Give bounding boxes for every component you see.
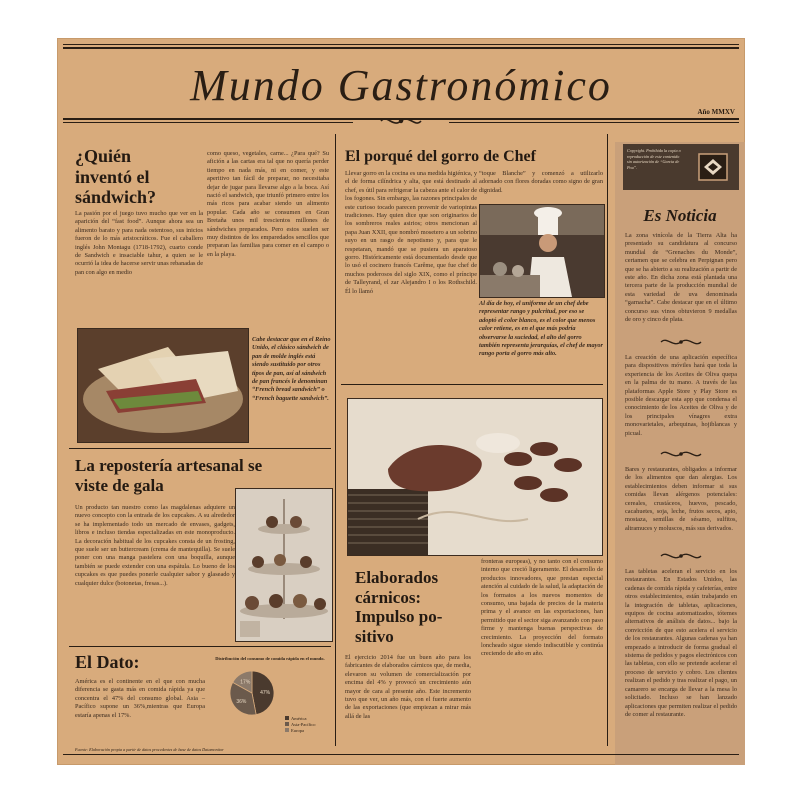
masthead-bottom-rule-left — [63, 122, 353, 123]
legend-label: Asia-Pacífico — [291, 722, 316, 727]
sidebar-ornament-1 — [659, 336, 703, 348]
column-divider-2 — [607, 134, 608, 746]
dato-title: El Dato: — [75, 652, 140, 672]
top-rule — [63, 44, 739, 45]
carnicos-body-col1: El ejercicio 2014 fue un buen año para los fabricantes de elaborados cárnicos que, de media, elevaron su volumen de comercialización por encima del 4% y provocó un crecimiento aún mayor de cara al presente año. Este incremento tuvo que ver, un año más, con el fuerte aumento de las exportaciones (que empiezan a mirar más allá de las — [345, 654, 471, 720]
sidebar-p1: La zona vinícola de la Tierra Alta ha presentado su candidatura al concurso mundial de “Grenaches du Monde”, certamen que se celebra en Perpignan pero que se ha abierto a su realización a partir de este año. En dicha zona está plantada una tercera parte de la producción mundial de esta variedad de uva denominada “garnacha”. Cabe destacar que en el último concurso sus vinos obtuvieron 9 medallas de oro y cinco de plata. — [625, 232, 737, 324]
masthead-title: Mundo Gastronómico — [190, 61, 612, 110]
section-rule-sandwich — [69, 448, 331, 449]
chef-photo — [479, 204, 605, 298]
legend-item-europa — [285, 728, 316, 734]
copyright-logo-icon — [695, 150, 731, 184]
copyright-badge — [623, 144, 739, 190]
pie-label-asia-pacífico: 36% — [236, 698, 247, 705]
pie-label-américa: 47% — [260, 689, 271, 696]
sandwich-title: ¿Quién inventó el sándwich? — [75, 146, 157, 208]
masthead-bottom-rule-right — [449, 122, 739, 123]
masthead-ornament — [379, 114, 423, 128]
section-rule-reposteria — [69, 646, 331, 647]
pie-label-europa: 17% — [240, 679, 251, 686]
sidebar-title: Es Noticia — [643, 206, 717, 225]
sidebar-p4: Las tabletas aceleran el servicio en los restaurantes. En Estados Unidos, las cadenas de comida rápida y cafeterías, entre otros establecimientos, están trabajando en la integración de tabletas, aplicaciones, equipos de cocina automatizados, tótemes alternativos de análisis de datos... bajo la convicción de que esto acelera el servicio de los restaurantes. Algunas cadenas ya han empezado a introducir de forma gradual el sistema de pedidos y pagos electrónicos con las tabletas, con ello se pretende acelerar el proceso de servicio y cobro. Los clientes realizan el pedido y tras realizar el pago, un camarero se encarga de llevar a la mesa lo solicitado. Incluso se han lanzado aplicaciones que permiten realizar el pedido de comer al restaurante. — [625, 568, 737, 718]
section-rule-chef — [341, 384, 603, 385]
reposteria-title: La repostería artesanal se viste de gala — [75, 456, 263, 495]
bottom-rule — [63, 754, 739, 755]
pie-svg — [207, 661, 333, 721]
chef-body-col2: “toque Blanche” y comenzó a utilizarlo adornado con flores doradas como signo de gran dignidad. — [479, 170, 603, 194]
sidebar-p2: La creación de una aplicación específica para dispositivos móviles hará que toda la experiencia de los Aceites de Oliva quepa en la palma de tu mano. A través de las plataformas Apple Store y Play Store es posible descargar esta app que condensa el conocimiento de los Aceites de Oliva y de los principales vínagres extra monovarietales, arbequinas, hojiblancas y picual. — [625, 354, 737, 437]
top-rule-thick — [63, 47, 739, 49]
dato-body: América es el continente en el que con mucha diferencia se gasta más en comida rápida ya que concentra el 47% del consumo global. Asia – Pacífico supone un 36%,mientras que Europa estaría apenas el 17%. — [75, 678, 205, 719]
legend-swatch — [285, 728, 289, 732]
copyright-text: Copyright. Prohibida la copia o reproducción de este contenido sin autorización de “Garcia de Pou”. — [627, 148, 681, 170]
masthead-year: Año MMXV — [697, 108, 735, 116]
pie-legend — [285, 716, 316, 734]
legend-label: América — [291, 716, 307, 721]
sandwich-body-col2: como queso, vegetales, carne... ¿Para qué? Su afición a las cartas era tal que no quería perder tiempo en nada más, ni en comer, y este aperitivo tan fácil de preparar, no necesitaba dejar de jugar para llevarse algo a la boca. Así nació el sandwich, que triunfó primero entre los más ricos para acabar siendo un alimento popular. Cada año se consumen en Gran Bretaña unos mil trescientos millones de sándwiches preparados. Pero estos suelen ser muy distintos de los emparedados sencillos que preparan las familias para comer en el campo o en la playa. — [207, 150, 329, 258]
reposteria-body: Un producto tan nuestro como las magdalenas adquiere un nuevo concepto con la entrada de los cupcakes. A su alrededor se ha implementado todo un mercado de envases, gadgets, libros e incluso tiendas especializadas en este monoproducto. La decoración habitual de los cupcakes consta de un frosting, que suele ser un buttercream (crema de mantequilla). Se suele poner con una manga pastelera con una boquilla, aunque también se puede extender con una espátula. Lo bueno de los cupcakes es que puedes ponerle cualquier sabor y glaseado y cualquier dulce (botonetas, fresas...). — [75, 504, 235, 587]
legend-swatch — [285, 716, 289, 720]
carnicos-title: Elaborados cárnicos: Impulso po- sitivo — [355, 568, 443, 646]
dato-source: Fuente: Elaboración propia a partir de datos procedentes de base de datos Datamonitor — [75, 747, 224, 752]
sandwich-photo — [77, 328, 249, 443]
carnicos-body-col2: fronteras europeas), y no tanto con el consumo interno que creció ligeramente. El desarrollo de productos innovadores, que prestan especial atención al cuidado de la salud, la adaptación de los formatos a los nuevos momentos de consumo, una bajada de precios de la materia prima y el avance en las exportaciones, han permitido que el sector siga avanzando con paso firme y mantenga buenas perspectivas de crecimiento. La proyección del formato loncheado sigue siendo indiscutible y continúa creciendo de año en año. — [481, 558, 603, 658]
chef-caption: Al día de hoy, el uniforme de un chef debe representar rango y pulcritud, por eso se adoptó el color blanco, es el color que menos calor retiene, es en el que más podría observarse la suciedad, el alto del gorro también representa jerarquías, el chef de mayor rango porta el gorro más alto. — [479, 300, 604, 358]
chef-body-col1: Llevar gorro en la cocina es una medida higiénica, y el de forma cilíndrica y alta, que está destinado al chef, es útil para refrigerar la cabeza ante el calor de los fogones. Sin embargo, las razones principales de este curioso tocado parecen provenir de variopintas tradiciones. Hay quien dice que son originarios de los sombreros reales asirios; otros mencionan al papa Juan XXII, que nombró mosetero a un sobrino suyo en un rasgo de nepotismo y, para que le respetaran, mandó que se pusiera un aparatoso gorro. Históricamente está documentado desde que lo usó el cocinero francés Carême, que fue chef de muchos poderosos del siglo XIX, como el príncipe de Talleyrand, el zar Alejandro I o los Rothschild. Él lo llamó — [345, 170, 477, 295]
sandwich-caption: Cabe destacar que en el Reino Unido, el clásico sándwich de pan de molde inglés está siendo sustituido por otros tipos de pan, así al sándwich de pan francés le denominan “French bread sandwich” o “French baguette sandwich”. — [252, 336, 331, 402]
embutidos-photo — [347, 398, 603, 556]
column-divider-1 — [335, 134, 336, 746]
sidebar-p3: Bares y restaurantes, obligados a informar de los alimentos que dan alergias. Los establecimientos deben informar si sus comidas llevan alérgenos potenciales: cereales, crustáceos, huevos, pescado, cacahuetes, soja, leche, frutos secos, apio, mostaza, semillas de sésamo, sulfitos, altramuces y moluscos, más sus derivados. — [625, 466, 737, 532]
sandwich-body-col1: La pasión por el juego tuvo mucho que ver en la aparición del “fast food”. Aunque ahora sea un alimento barato y para nada ostentoso, sus inicios fueron de lo más aristocráticos. Fue el caballero inglés John Montagu (1718-1792), cuarto conde de Sandwich e insaciable tahur, a quien se le ocurrió la idea de hacerse servir unas rebanadas de pan con algo en medio — [75, 210, 203, 276]
fast-food-pie-chart — [207, 656, 333, 748]
newspaper-page — [57, 38, 745, 765]
legend-label: Europa — [291, 728, 304, 733]
legend-swatch — [285, 722, 289, 726]
sidebar-ornament-3 — [659, 550, 703, 562]
cupcakes-photo — [235, 488, 333, 642]
sidebar-ornament-2 — [659, 448, 703, 460]
chef-title: El porqué del gorro de Chef — [345, 148, 536, 165]
chart-title: Distribución del consumo de comida rápida en el mundo. — [215, 656, 325, 661]
